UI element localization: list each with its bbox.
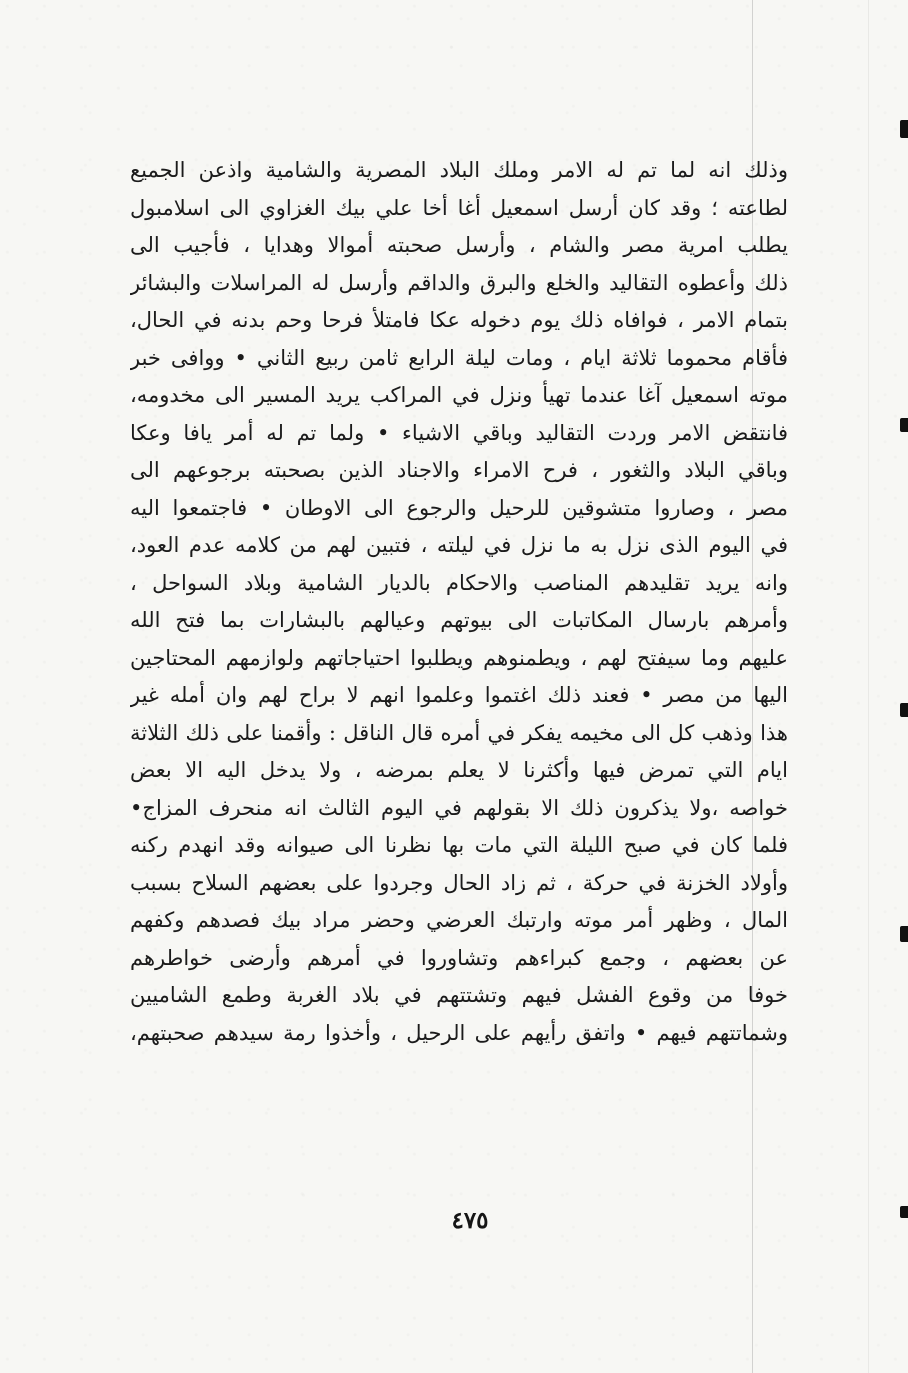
text-line: وأمرهم بارسال المكاتبات الى بيوتهم وعيالهم بالبشارات بما فتح الله (130, 608, 788, 632)
body-text (130, 152, 788, 1052)
page-edge-shadow (868, 0, 869, 1373)
text-line: وذلك انه لما تم له الامر وملك البلاد المصرية والشامية واذعن الجميع (130, 158, 788, 182)
text-line: لطاعته ؛ وقد كان أرسل اسمعيل أغا أخا علي بيك الغزاوي الى اسلامبول (130, 195, 788, 220)
text-line: وانه يريد تقليدهم المناصب والاحكام بالديار الشامية وبلاد السواحل ، (130, 570, 788, 595)
text-line: موته اسمعيل آغا عندما تهيأ ونزل في المراكب يريد المسير الى مخدومه، (130, 383, 788, 407)
text-line: المال ، وظهر أمر موته وارتبك العرضي وحضر مراد بيك فصدهم وكفهم (130, 908, 788, 932)
text-line: فأقام محموما ثلاثة ايام ، ومات ليلة الرابع ثامن ربيع الثاني • ووافى خبر (130, 345, 788, 370)
text-line: هذا وذهب كل الى مخيمه يفكر في أمره قال الناقل : وأقمنا على ذلك الثلاثة (130, 720, 788, 745)
text-line: وباقي البلاد والثغور ، فرح الامراء والاجناد الذين بصحبته برجوعهم الى (130, 458, 788, 482)
text-line: وشماتتهم فيهم • واتفق رأيهم على الرحيل ، وأخذوا رمة سيدهم صحبتهم، (130, 1020, 788, 1045)
text-line: في اليوم الذى نزل به ما نزل في ليلته ، فتبين لهم من كلامه عدم العود، (130, 533, 788, 557)
text-line: عليهم وما سيفتح لهم ، ويطمنوهم ويطلبوا احتياجاتهم ولوازمهم المحتاجين (130, 645, 788, 670)
page-number: ٤٧٥ (451, 1207, 489, 1234)
text-line: فانتقض الامر وردت التقاليد وباقي الاشياء • ولما تم له أمر يافا وعكا (130, 420, 788, 445)
text-line: مصر ، وصاروا متشوقين للرحيل والرجوع الى الاوطان • فاجتمعوا اليه (130, 495, 788, 520)
text-line: ايام التي تمرض فيها وأكثرنا لا يعلم بمرضه ، ولا يدخل اليه الا بعض (130, 758, 788, 782)
text-line: فلما كان في صبح الليلة التي مات بها نظرنا الى صيوانه وقد انهدم ركنه (130, 833, 788, 857)
text-line: اليها من مصر • فعند ذلك اغتموا وعلموا انهم لا براح لهم وان أمله غير (130, 683, 788, 707)
text-line: خواصه ،ولا يذكرون ذلك الا بقولهم في اليوم الثالث انه منحرف المزاج• (130, 795, 788, 820)
binding-mark (900, 703, 908, 717)
text-line: وأولاد الخزنة في حركة ، ثم زاد الحال وجردوا على بعضهم السلاح بسبب (130, 870, 788, 895)
binding-mark (900, 1206, 908, 1218)
binding-mark (900, 418, 908, 432)
text-line: ذلك وأعطوه التقاليد والخلع والبرق والداقم وأرسل له المراسلات والبشائر (130, 270, 788, 295)
text-line: يطلب امرية مصر والشام ، وأرسل صحبته أموالا وهدايا ، فأجيب الى (130, 233, 788, 257)
binding-mark (900, 120, 908, 138)
text-line: عن بعضهم ، وجمع كبراءهم وتشاوروا في أمرهم وأرضى خواطرهم (130, 945, 788, 970)
binding-mark (900, 926, 908, 942)
text-line: بتمام الامر ، فوافاه ذلك يوم دخوله عكا فامتلأ فرحا وحم بدنه في الحال، (130, 308, 788, 332)
text-line: خوفا من وقوع الفشل فيهم وتشتتهم في بلاد الغربة وطمع الشاميين (130, 983, 788, 1007)
